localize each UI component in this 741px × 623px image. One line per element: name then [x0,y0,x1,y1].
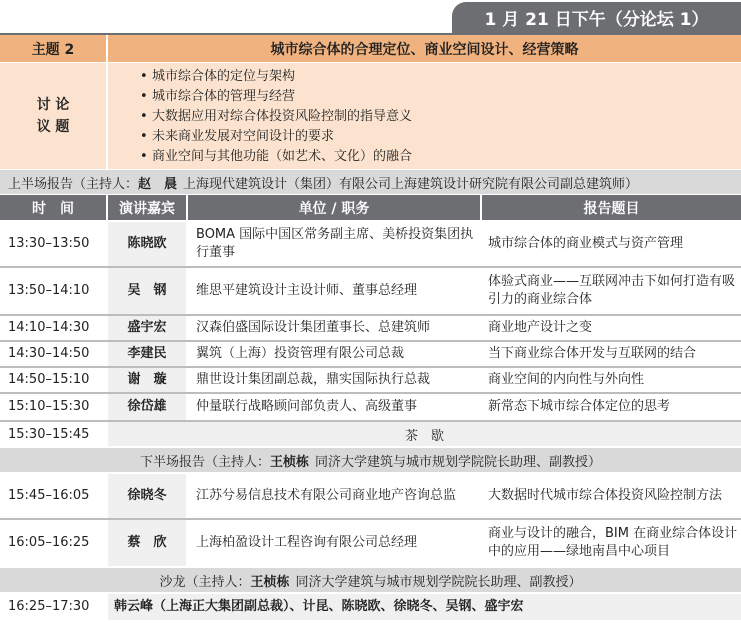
salon-participants: 韩云峰（上海正大集团副总裁）、计昆、陈晓欧、徐晓冬、吴钢、盛宇宏 [108,594,741,620]
header-speaker: 演讲嘉宾 [108,195,186,220]
row-speaker: 徐岱雄 [108,394,186,420]
bullet: • [140,149,148,164]
session2-prefix: 下半场报告（主持人： [139,454,270,470]
topic-label: 主题 2 [0,35,106,62]
break-label: 茶 歇 [108,422,741,446]
discussion-item-text: 大数据应用对综合体投资风险控制的指导意义 [152,109,413,124]
row-topic: 商业与设计的融合，BIM 在商业综合体设计中的应用——绿地南昌中心项目 [482,520,741,566]
row-speaker: 蔡 欣 [108,520,186,566]
discussion-item [140,67,741,87]
row-time: 13:30–13:50 [0,222,106,266]
row-speaker: 陈晓欧 [108,222,186,266]
table-header [0,195,741,220]
bullet: • [140,109,148,124]
salon-bar [0,568,741,592]
row-org: 上海柏盈设计工程咨询有限公司总经理 [188,520,480,566]
session2-suffix: 同济大学建筑与城市规划学院院长助理、副教授） [315,454,602,470]
session1-bar [0,170,741,194]
session1-suffix: 上海现代建筑设计（集团）有限公司上海建筑设计研究院有限公司副总建筑师） [183,176,639,192]
row-time: 15:10–15:30 [0,394,106,420]
row-org: BOMA 国际中国区常务副主席、美桥投资集团执行董事 [188,222,480,266]
bullet: • [140,69,148,84]
table-row [0,316,741,340]
row-time: 14:30–14:50 [0,342,106,366]
row-time: 13:50–14:10 [0,268,106,314]
row-time: 14:50–15:10 [0,368,106,392]
discussion-item [140,87,741,107]
bullet: • [140,129,148,144]
row-org: 维思平建筑设计主设计师、董事总经理 [188,268,480,314]
discussion-item [140,147,741,167]
header-org: 单位 / 职务 [188,195,480,220]
salon-host: 王桢栋 [250,574,290,590]
row-org: 翼筑（上海）投资管理有限公司总裁 [188,342,480,366]
salon-row [0,594,741,620]
topic-row [0,35,741,62]
row-time: 16:05–16:25 [0,520,106,566]
discussion-list [108,63,741,169]
row-topic: 商业地产设计之变 [482,316,741,340]
discussion-label-line2: 议 题 [36,119,70,135]
row-org: 鼎世设计集团副总裁，鼎实国际执行总裁 [188,368,480,392]
row-topic: 体验式商业——互联网冲击下如何打造有吸引力的商业综合体 [482,268,741,314]
discussion-item-text: 城市综合体的定位与架构 [152,69,296,84]
row-org: 汉森伯盛国际设计集团董事长、总建筑师 [188,316,480,340]
session2-bar [0,448,741,472]
row-time: 15:45–16:05 [0,474,106,518]
table-row [0,268,741,314]
discussion-label-line1: 讨 论 [36,97,70,113]
row-speaker: 徐晓冬 [108,474,186,518]
discussion-item-text: 城市综合体的管理与经营 [152,89,296,104]
discussion-item [140,107,741,127]
topic-title: 城市综合体的合理定位、商业空间设计、经营策略 [108,35,741,62]
table-row [0,394,741,420]
row-topic: 当下商业综合体开发与互联网的结合 [482,342,741,366]
table-row [0,474,741,518]
break-time: 15:30–15:45 [0,422,106,446]
salon-prefix: 沙龙（主持人： [159,574,251,590]
row-time: 14:10–14:30 [0,316,106,340]
row-speaker: 吴 钢 [108,268,186,314]
session1-host: 赵 晨 [138,176,178,192]
row-speaker: 盛宇宏 [108,316,186,340]
break-row [0,422,741,446]
row-topic: 大数据时代城市综合体投资风险控制方法 [482,474,741,518]
discussion-label [0,63,106,169]
header-time: 时 间 [0,195,106,220]
session2-host: 王桢栋 [269,454,309,470]
table-row [0,520,741,566]
session1-prefix: 上半场报告（主持人： [8,176,139,192]
row-speaker: 谢 璇 [108,368,186,392]
table-row [0,368,741,392]
row-topic: 新常态下城市综合体定位的思考 [482,394,741,420]
date-tab: 1 月 21 日下午（分论坛 1） [452,2,741,33]
discussion-item-text: 未来商业发展对空间设计的要求 [152,129,335,144]
discussion-item [140,127,741,147]
discussion-row [0,63,741,169]
salon-time: 16:25–17:30 [0,594,106,620]
row-topic: 城市综合体的商业模式与资产管理 [482,222,741,266]
table-row [0,342,741,366]
bullet: • [140,89,148,104]
row-speaker: 李建民 [108,342,186,366]
row-topic: 商业空间的内向性与外向性 [482,368,741,392]
row-org: 江苏兮易信息技术有限公司商业地产咨询总监 [188,474,480,518]
row-org: 仲量联行战略顾问部负责人、高级董事 [188,394,480,420]
discussion-item-text: 商业空间与其他功能（如艺术、文化）的融合 [152,149,413,164]
salon-suffix: 同济大学建筑与城市规划学院院长助理、副教授） [295,574,582,590]
header-topic: 报告题目 [482,195,741,220]
table-row [0,222,741,266]
